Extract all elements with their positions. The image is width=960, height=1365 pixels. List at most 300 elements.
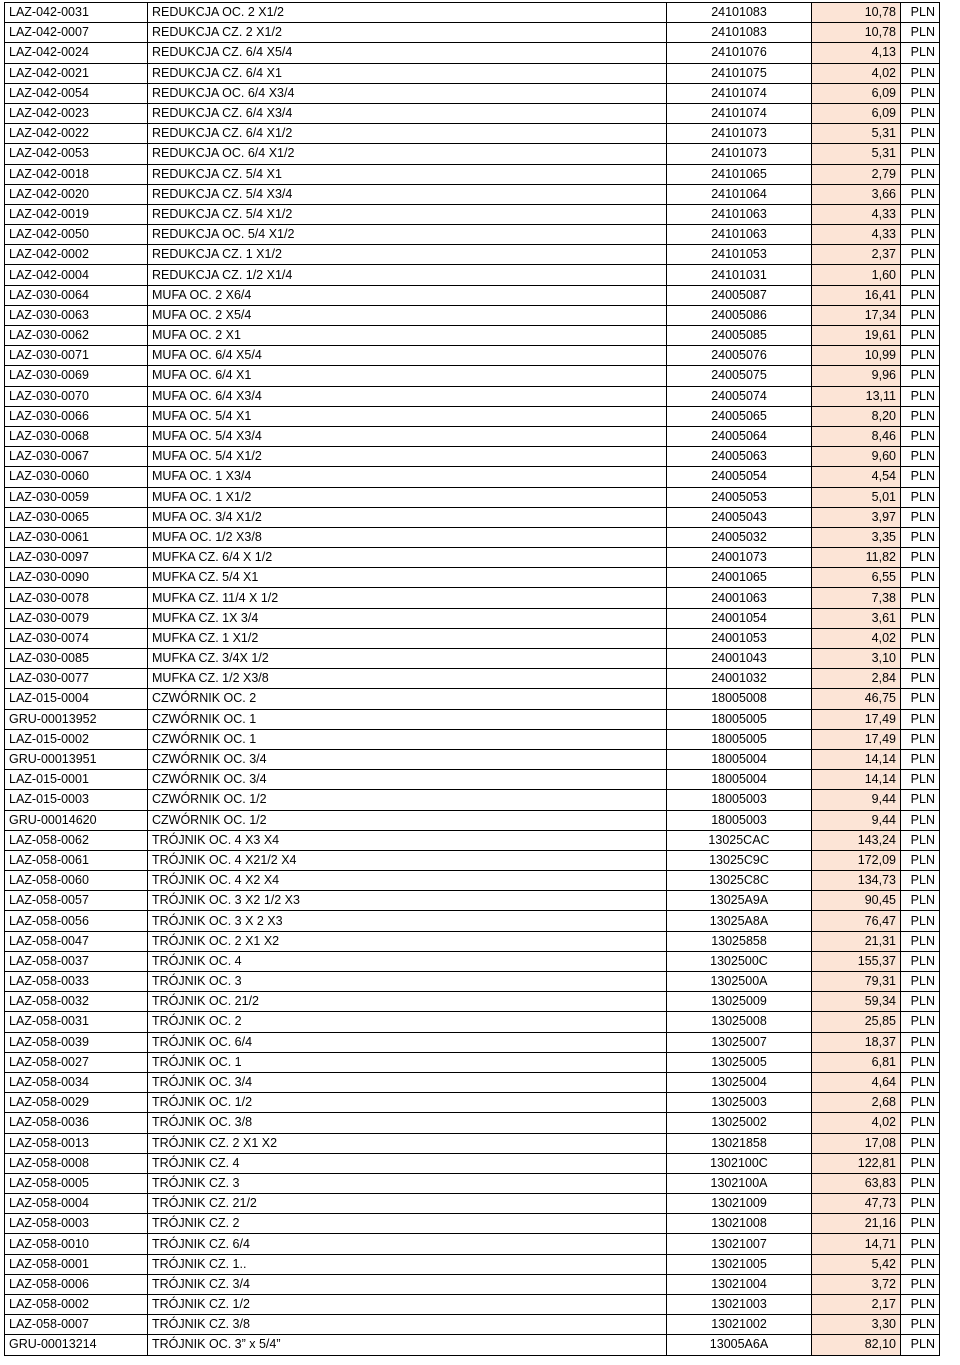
ean-code-cell: 13025005 xyxy=(667,1052,812,1072)
product-code-cell: GRU-00014620 xyxy=(5,810,148,830)
product-name-cell: REDUKCJA OC. 2 X1/2 xyxy=(148,3,667,23)
price-cell: 9,44 xyxy=(812,790,901,810)
table-row xyxy=(5,23,940,43)
table-row xyxy=(5,285,940,305)
ean-code-cell: 13021003 xyxy=(667,1295,812,1315)
currency-cell: PLN xyxy=(901,709,940,729)
table-row xyxy=(5,709,940,729)
product-code-cell: LAZ-042-0019 xyxy=(5,204,148,224)
currency-cell: PLN xyxy=(901,1234,940,1254)
price-cell: 6,09 xyxy=(812,83,901,103)
table-row xyxy=(5,951,940,971)
ean-code-cell: 13025004 xyxy=(667,1072,812,1092)
currency-cell: PLN xyxy=(901,951,940,971)
currency-cell: PLN xyxy=(901,63,940,83)
product-code-cell: LAZ-058-0027 xyxy=(5,1052,148,1072)
table-row xyxy=(5,265,940,285)
price-cell: 4,33 xyxy=(812,225,901,245)
product-name-cell: TRÓJNIK OC. 4 xyxy=(148,951,667,971)
product-code-cell: LAZ-058-0029 xyxy=(5,1093,148,1113)
product-code-cell: LAZ-058-0034 xyxy=(5,1072,148,1092)
product-name-cell: MUFKA CZ. 6/4 X 1/2 xyxy=(148,548,667,568)
product-code-cell: LAZ-030-0059 xyxy=(5,487,148,507)
product-name-cell: TRÓJNIK OC. 3/8 xyxy=(148,1113,667,1133)
table-row xyxy=(5,527,940,547)
product-code-cell: LAZ-030-0067 xyxy=(5,447,148,467)
currency-cell: PLN xyxy=(901,1315,940,1335)
currency-cell: PLN xyxy=(901,1295,940,1315)
table-row xyxy=(5,83,940,103)
currency-cell: PLN xyxy=(901,326,940,346)
table-row xyxy=(5,1133,940,1153)
product-code-cell: LAZ-058-0008 xyxy=(5,1153,148,1173)
product-code-cell: LAZ-042-0022 xyxy=(5,124,148,144)
table-row xyxy=(5,305,940,325)
product-code-cell: LAZ-058-0001 xyxy=(5,1254,148,1274)
price-cell: 18,37 xyxy=(812,1032,901,1052)
table-row xyxy=(5,487,940,507)
product-code-cell: LAZ-058-0010 xyxy=(5,1234,148,1254)
currency-cell: PLN xyxy=(901,568,940,588)
product-name-cell: MUFA OC. 1/2 X3/8 xyxy=(148,527,667,547)
table-row xyxy=(5,1012,940,1032)
price-cell: 25,85 xyxy=(812,1012,901,1032)
product-code-cell: LAZ-030-0078 xyxy=(5,588,148,608)
ean-code-cell: 24101065 xyxy=(667,164,812,184)
product-name-cell: CZWÓRNIK OC. 1 xyxy=(148,709,667,729)
product-name-cell: CZWÓRNIK OC. 2 xyxy=(148,689,667,709)
product-code-cell: LAZ-042-0050 xyxy=(5,225,148,245)
currency-cell: PLN xyxy=(901,366,940,386)
product-name-cell: TRÓJNIK OC. 2 xyxy=(148,1012,667,1032)
product-name-cell: MUFA OC. 6/4 X5/4 xyxy=(148,346,667,366)
product-code-cell: LAZ-030-0066 xyxy=(5,406,148,426)
table-row xyxy=(5,447,940,467)
product-name-cell: TRÓJNIK OC. 1 xyxy=(148,1052,667,1072)
product-name-cell: TRÓJNIK OC. 4 X3 X4 xyxy=(148,830,667,850)
currency-cell: PLN xyxy=(901,527,940,547)
product-code-cell: LAZ-030-0090 xyxy=(5,568,148,588)
table-row xyxy=(5,1093,940,1113)
price-cell: 5,31 xyxy=(812,144,901,164)
currency-cell: PLN xyxy=(901,1072,940,1092)
currency-cell: PLN xyxy=(901,972,940,992)
product-name-cell: TRÓJNIK OC. 3” x 5/4” xyxy=(148,1335,667,1355)
currency-cell: PLN xyxy=(901,386,940,406)
price-cell: 9,96 xyxy=(812,366,901,386)
table-row xyxy=(5,1072,940,1092)
product-code-cell: LAZ-030-0065 xyxy=(5,507,148,527)
currency-cell: PLN xyxy=(901,1274,940,1294)
product-code-cell: LAZ-015-0002 xyxy=(5,729,148,749)
ean-code-cell: 24101083 xyxy=(667,3,812,23)
table-row xyxy=(5,225,940,245)
table-row xyxy=(5,406,940,426)
currency-cell: PLN xyxy=(901,1093,940,1113)
currency-cell: PLN xyxy=(901,507,940,527)
product-code-cell: LAZ-042-0053 xyxy=(5,144,148,164)
currency-cell: PLN xyxy=(901,305,940,325)
table-row xyxy=(5,164,940,184)
table-row xyxy=(5,63,940,83)
currency-cell: PLN xyxy=(901,184,940,204)
product-code-cell: LAZ-058-0057 xyxy=(5,891,148,911)
product-name-cell: MUFA OC. 6/4 X1 xyxy=(148,366,667,386)
price-cell: 79,31 xyxy=(812,972,901,992)
price-cell: 82,10 xyxy=(812,1335,901,1355)
table-row xyxy=(5,548,940,568)
ean-code-cell: 24005074 xyxy=(667,386,812,406)
table-row xyxy=(5,850,940,870)
product-name-cell: REDUKCJA CZ. 5/4 X1/2 xyxy=(148,204,667,224)
product-name-cell: MUFKA CZ. 11/4 X 1/2 xyxy=(148,588,667,608)
table-row xyxy=(5,1274,940,1294)
ean-code-cell: 24001073 xyxy=(667,548,812,568)
currency-cell: PLN xyxy=(901,1173,940,1193)
product-name-cell: MUFA OC. 2 X5/4 xyxy=(148,305,667,325)
product-name-cell: REDUKCJA CZ. 6/4 X1 xyxy=(148,63,667,83)
price-cell: 14,71 xyxy=(812,1234,901,1254)
currency-cell: PLN xyxy=(901,749,940,769)
price-list-table xyxy=(4,2,940,1356)
price-cell: 9,60 xyxy=(812,447,901,467)
product-name-cell: REDUKCJA CZ. 6/4 X3/4 xyxy=(148,103,667,123)
currency-cell: PLN xyxy=(901,850,940,870)
ean-code-cell: 24001032 xyxy=(667,669,812,689)
ean-code-cell: 13025002 xyxy=(667,1113,812,1133)
price-cell: 9,44 xyxy=(812,810,901,830)
product-name-cell: CZWÓRNIK OC. 1 xyxy=(148,729,667,749)
ean-code-cell: 24101076 xyxy=(667,43,812,63)
ean-code-cell: 1302500C xyxy=(667,951,812,971)
price-cell: 2,79 xyxy=(812,164,901,184)
price-cell: 5,01 xyxy=(812,487,901,507)
product-name-cell: TRÓJNIK OC. 21/2 xyxy=(148,992,667,1012)
product-name-cell: MUFA OC. 6/4 X3/4 xyxy=(148,386,667,406)
ean-code-cell: 24005054 xyxy=(667,467,812,487)
price-cell: 10,99 xyxy=(812,346,901,366)
product-code-cell: LAZ-015-0003 xyxy=(5,790,148,810)
price-cell: 8,46 xyxy=(812,426,901,446)
product-code-cell: LAZ-030-0064 xyxy=(5,285,148,305)
ean-code-cell: 24101075 xyxy=(667,63,812,83)
currency-cell: PLN xyxy=(901,931,940,951)
table-row xyxy=(5,1153,940,1173)
product-name-cell: MUFKA CZ. 3/4X 1/2 xyxy=(148,649,667,669)
ean-code-cell: 18005003 xyxy=(667,810,812,830)
product-name-cell: TRÓJNIK OC. 4 X2 X4 xyxy=(148,871,667,891)
product-name-cell: MUFA OC. 5/4 X3/4 xyxy=(148,426,667,446)
product-name-cell: MUFA OC. 3/4 X1/2 xyxy=(148,507,667,527)
price-list-body xyxy=(5,3,940,1356)
product-code-cell: LAZ-058-0062 xyxy=(5,830,148,850)
ean-code-cell: 24101074 xyxy=(667,83,812,103)
product-code-cell: LAZ-030-0097 xyxy=(5,548,148,568)
currency-cell: PLN xyxy=(901,1052,940,1072)
ean-code-cell: 13005A6A xyxy=(667,1335,812,1355)
table-row xyxy=(5,1335,940,1355)
currency-cell: PLN xyxy=(901,588,940,608)
currency-cell: PLN xyxy=(901,669,940,689)
ean-code-cell: 24005043 xyxy=(667,507,812,527)
ean-code-cell: 13021005 xyxy=(667,1254,812,1274)
price-cell: 3,35 xyxy=(812,527,901,547)
product-code-cell: LAZ-030-0062 xyxy=(5,326,148,346)
product-name-cell: MUFKA CZ. 1/2 X3/8 xyxy=(148,669,667,689)
price-cell: 21,31 xyxy=(812,931,901,951)
table-row xyxy=(5,588,940,608)
product-name-cell: MUFKA CZ. 5/4 X1 xyxy=(148,568,667,588)
ean-code-cell: 18005008 xyxy=(667,689,812,709)
price-cell: 122,81 xyxy=(812,1153,901,1173)
price-cell: 155,37 xyxy=(812,951,901,971)
ean-code-cell: 24101074 xyxy=(667,103,812,123)
product-code-cell: LAZ-030-0060 xyxy=(5,467,148,487)
product-name-cell: CZWÓRNIK OC. 1/2 xyxy=(148,810,667,830)
currency-cell: PLN xyxy=(901,1012,940,1032)
table-row xyxy=(5,204,940,224)
table-row xyxy=(5,184,940,204)
table-row xyxy=(5,43,940,63)
product-name-cell: TRÓJNIK OC. 2 X1 X2 xyxy=(148,931,667,951)
ean-code-cell: 13021858 xyxy=(667,1133,812,1153)
product-name-cell: TRÓJNIK OC. 3/4 xyxy=(148,1072,667,1092)
product-name-cell: MUFKA CZ. 1X 3/4 xyxy=(148,608,667,628)
ean-code-cell: 13021004 xyxy=(667,1274,812,1294)
price-cell: 4,54 xyxy=(812,467,901,487)
table-row xyxy=(5,1234,940,1254)
product-name-cell: CZWÓRNIK OC. 3/4 xyxy=(148,749,667,769)
ean-code-cell: 13025858 xyxy=(667,931,812,951)
product-name-cell: REDUKCJA OC. 5/4 X1/2 xyxy=(148,225,667,245)
price-cell: 4,64 xyxy=(812,1072,901,1092)
product-code-cell: LAZ-058-0060 xyxy=(5,871,148,891)
product-name-cell: MUFKA CZ. 1 X1/2 xyxy=(148,628,667,648)
currency-cell: PLN xyxy=(901,1335,940,1355)
product-code-cell: LAZ-042-0031 xyxy=(5,3,148,23)
ean-code-cell: 24001065 xyxy=(667,568,812,588)
currency-cell: PLN xyxy=(901,83,940,103)
table-row xyxy=(5,568,940,588)
ean-code-cell: 13025C8C xyxy=(667,871,812,891)
product-name-cell: REDUKCJA CZ. 1/2 X1/4 xyxy=(148,265,667,285)
price-cell: 47,73 xyxy=(812,1194,901,1214)
price-cell: 13,11 xyxy=(812,386,901,406)
table-row xyxy=(5,790,940,810)
table-row xyxy=(5,810,940,830)
currency-cell: PLN xyxy=(901,649,940,669)
ean-code-cell: 24005085 xyxy=(667,326,812,346)
product-code-cell: LAZ-042-0007 xyxy=(5,23,148,43)
price-cell: 3,61 xyxy=(812,608,901,628)
ean-code-cell: 13025009 xyxy=(667,992,812,1012)
price-cell: 19,61 xyxy=(812,326,901,346)
ean-code-cell: 24001043 xyxy=(667,649,812,669)
table-row xyxy=(5,911,940,931)
ean-code-cell: 13025CAC xyxy=(667,830,812,850)
product-name-cell: REDUKCJA CZ. 1 X1/2 xyxy=(148,245,667,265)
price-cell: 3,10 xyxy=(812,649,901,669)
table-row xyxy=(5,1032,940,1052)
currency-cell: PLN xyxy=(901,204,940,224)
product-name-cell: TRÓJNIK OC. 3 X 2 X3 xyxy=(148,911,667,931)
table-row xyxy=(5,669,940,689)
product-code-cell: GRU-00013951 xyxy=(5,749,148,769)
ean-code-cell: 24001053 xyxy=(667,628,812,648)
ean-code-cell: 18005003 xyxy=(667,790,812,810)
price-cell: 10,78 xyxy=(812,3,901,23)
price-cell: 4,13 xyxy=(812,43,901,63)
price-cell: 1,60 xyxy=(812,265,901,285)
price-cell: 3,66 xyxy=(812,184,901,204)
ean-code-cell: 13025C9C xyxy=(667,850,812,870)
table-row xyxy=(5,830,940,850)
product-code-cell: LAZ-042-0024 xyxy=(5,43,148,63)
table-row xyxy=(5,386,940,406)
currency-cell: PLN xyxy=(901,426,940,446)
price-cell: 3,97 xyxy=(812,507,901,527)
price-cell: 4,02 xyxy=(812,1113,901,1133)
ean-code-cell: 24101063 xyxy=(667,204,812,224)
product-code-cell: GRU-00013214 xyxy=(5,1335,148,1355)
table-row xyxy=(5,144,940,164)
price-cell: 6,81 xyxy=(812,1052,901,1072)
product-code-cell: LAZ-042-0002 xyxy=(5,245,148,265)
product-name-cell: REDUKCJA CZ. 5/4 X3/4 xyxy=(148,184,667,204)
ean-code-cell: 24005032 xyxy=(667,527,812,547)
price-cell: 16,41 xyxy=(812,285,901,305)
price-cell: 11,82 xyxy=(812,548,901,568)
currency-cell: PLN xyxy=(901,43,940,63)
table-row xyxy=(5,426,940,446)
product-name-cell: MUFA OC. 2 X6/4 xyxy=(148,285,667,305)
table-row xyxy=(5,1113,940,1133)
currency-cell: PLN xyxy=(901,891,940,911)
price-cell: 2,68 xyxy=(812,1093,901,1113)
currency-cell: PLN xyxy=(901,225,940,245)
currency-cell: PLN xyxy=(901,770,940,790)
product-code-cell: LAZ-015-0001 xyxy=(5,770,148,790)
table-row xyxy=(5,1214,940,1234)
product-code-cell: LAZ-042-0004 xyxy=(5,265,148,285)
product-code-cell: LAZ-030-0077 xyxy=(5,669,148,689)
currency-cell: PLN xyxy=(901,548,940,568)
currency-cell: PLN xyxy=(901,3,940,23)
price-cell: 90,45 xyxy=(812,891,901,911)
ean-code-cell: 24101073 xyxy=(667,144,812,164)
currency-cell: PLN xyxy=(901,23,940,43)
ean-code-cell: 24001054 xyxy=(667,608,812,628)
table-row xyxy=(5,326,940,346)
product-name-cell: TRÓJNIK OC. 6/4 xyxy=(148,1032,667,1052)
ean-code-cell: 24101031 xyxy=(667,265,812,285)
price-cell: 2,84 xyxy=(812,669,901,689)
table-row xyxy=(5,628,940,648)
ean-code-cell: 18005004 xyxy=(667,749,812,769)
ean-code-cell: 13021009 xyxy=(667,1194,812,1214)
product-code-cell: LAZ-058-0005 xyxy=(5,1173,148,1193)
ean-code-cell: 13025A9A xyxy=(667,891,812,911)
ean-code-cell: 1302500A xyxy=(667,972,812,992)
currency-cell: PLN xyxy=(901,124,940,144)
price-cell: 46,75 xyxy=(812,689,901,709)
currency-cell: PLN xyxy=(901,1133,940,1153)
currency-cell: PLN xyxy=(901,1214,940,1234)
currency-cell: PLN xyxy=(901,911,940,931)
product-code-cell: LAZ-030-0069 xyxy=(5,366,148,386)
price-cell: 17,34 xyxy=(812,305,901,325)
product-name-cell: TRÓJNIK CZ. 2 X1 X2 xyxy=(148,1133,667,1153)
table-row xyxy=(5,507,940,527)
table-row xyxy=(5,689,940,709)
ean-code-cell: 18005004 xyxy=(667,770,812,790)
table-row xyxy=(5,749,940,769)
product-name-cell: MUFA OC. 1 X3/4 xyxy=(148,467,667,487)
table-row xyxy=(5,1173,940,1193)
currency-cell: PLN xyxy=(901,406,940,426)
price-cell: 10,78 xyxy=(812,23,901,43)
product-name-cell: TRÓJNIK CZ. 3/4 xyxy=(148,1274,667,1294)
product-code-cell: LAZ-030-0070 xyxy=(5,386,148,406)
product-name-cell: REDUKCJA OC. 6/4 X1/2 xyxy=(148,144,667,164)
product-code-cell: LAZ-030-0068 xyxy=(5,426,148,446)
price-cell: 21,16 xyxy=(812,1214,901,1234)
product-code-cell: LAZ-042-0054 xyxy=(5,83,148,103)
currency-cell: PLN xyxy=(901,992,940,1012)
ean-code-cell: 13025008 xyxy=(667,1012,812,1032)
currency-cell: PLN xyxy=(901,1113,940,1133)
ean-code-cell: 24101073 xyxy=(667,124,812,144)
table-row xyxy=(5,1052,940,1072)
table-row xyxy=(5,1295,940,1315)
product-code-cell: LAZ-058-0056 xyxy=(5,911,148,931)
ean-code-cell: 24101063 xyxy=(667,225,812,245)
product-name-cell: TRÓJNIK CZ. 1/2 xyxy=(148,1295,667,1315)
price-cell: 134,73 xyxy=(812,871,901,891)
product-code-cell: LAZ-058-0013 xyxy=(5,1133,148,1153)
product-code-cell: LAZ-030-0079 xyxy=(5,608,148,628)
price-cell: 14,14 xyxy=(812,770,901,790)
currency-cell: PLN xyxy=(901,1032,940,1052)
table-row xyxy=(5,124,940,144)
product-code-cell: LAZ-030-0061 xyxy=(5,527,148,547)
currency-cell: PLN xyxy=(901,447,940,467)
product-name-cell: MUFA OC. 5/4 X1/2 xyxy=(148,447,667,467)
product-name-cell: MUFA OC. 5/4 X1 xyxy=(148,406,667,426)
ean-code-cell: 24005087 xyxy=(667,285,812,305)
ean-code-cell: 18005005 xyxy=(667,709,812,729)
ean-code-cell: 24005063 xyxy=(667,447,812,467)
table-row xyxy=(5,931,940,951)
currency-cell: PLN xyxy=(901,1254,940,1274)
ean-code-cell: 13025A8A xyxy=(667,911,812,931)
ean-code-cell: 1302100A xyxy=(667,1173,812,1193)
product-code-cell: LAZ-058-0002 xyxy=(5,1295,148,1315)
product-code-cell: LAZ-058-0036 xyxy=(5,1113,148,1133)
product-code-cell: LAZ-058-0033 xyxy=(5,972,148,992)
ean-code-cell: 13025007 xyxy=(667,1032,812,1052)
currency-cell: PLN xyxy=(901,164,940,184)
product-name-cell: REDUKCJA CZ. 6/4 X1/2 xyxy=(148,124,667,144)
ean-code-cell: 24005086 xyxy=(667,305,812,325)
currency-cell: PLN xyxy=(901,790,940,810)
price-cell: 17,08 xyxy=(812,1133,901,1153)
product-name-cell: TRÓJNIK CZ. 2 xyxy=(148,1214,667,1234)
product-code-cell: LAZ-042-0023 xyxy=(5,103,148,123)
product-name-cell: REDUKCJA OC. 6/4 X3/4 xyxy=(148,83,667,103)
currency-cell: PLN xyxy=(901,245,940,265)
price-cell: 8,20 xyxy=(812,406,901,426)
